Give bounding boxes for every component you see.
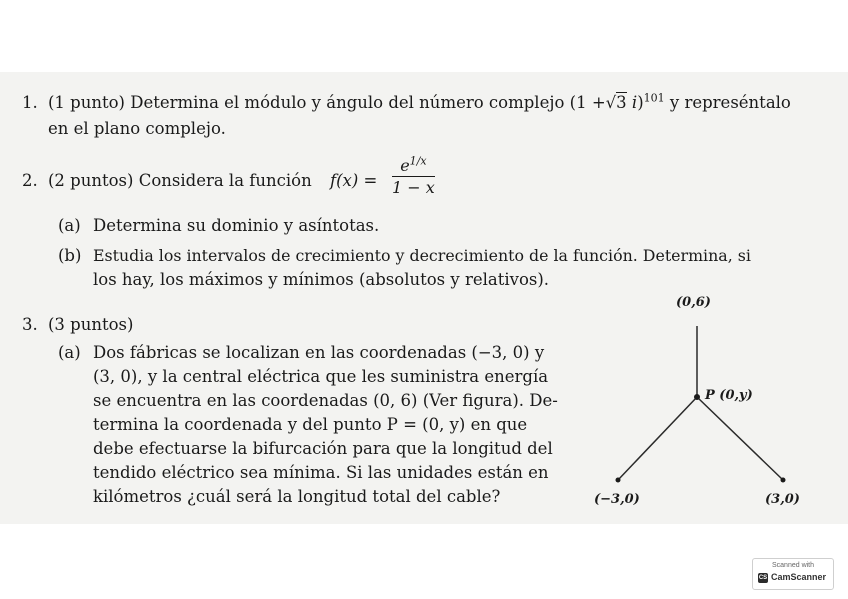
problem-3a-label: (a) (58, 343, 81, 362)
problem-1-line-2: en el plano complejo. (48, 119, 226, 138)
problem-3-number: 3. (22, 315, 38, 334)
fraction-denominator: 1 − x (392, 178, 435, 197)
figure-point-right (781, 478, 786, 483)
figure-right-branch (697, 397, 783, 480)
problem-2b-label: (b) (58, 246, 82, 265)
problem-2-number: 2. (22, 171, 38, 190)
camscanner-icon: CS (758, 575, 768, 581)
problem-3a-line-1: Dos fábricas se localizan en las coordenadas (−3, 0) y (93, 343, 545, 362)
problem-1-number: 1. (22, 93, 38, 112)
problem-3a-line-3: se encuentra en las coordenadas (0, 6) (Ver figura). De- (93, 391, 558, 410)
problem-2b-line-2: los hay, los máximos y mínimos (absolutos y relativos). (93, 270, 550, 289)
problem-3a-line-5: debe efectuarse la bifurcación para que la longitud del (93, 439, 553, 458)
figure-point-left (616, 478, 621, 483)
problem-2a-label: (a) (58, 216, 81, 235)
problem-1-expression: (1 +√3 i)$^{101}$ (569, 91, 665, 112)
figure-label-top: (0,6) (676, 295, 711, 310)
problem-1-text-a: (1 punto) Determina el módulo y ángulo del número complejo (48, 93, 565, 112)
figure-label-right: (3,0) (765, 492, 800, 507)
figure-label-p: P (0,y) (705, 388, 753, 403)
problem-3-text: (3 puntos) (48, 315, 134, 334)
problem-3a-line-6: tendido eléctrico sea mínima. Si las unidades están en (93, 463, 549, 482)
figure-left-branch (618, 397, 697, 480)
problem-3a-line-2: (3, 0), y la central eléctrica que les suministra energía (93, 367, 549, 386)
problem-3a-line-4: termina la coordenada y del punto P = (0, y) en que (93, 415, 528, 434)
problem-3a-line-7: kilómetros ¿cuál será la longitud total del cable? (93, 487, 501, 506)
fraction-numerator: $e^{1/x}$ (392, 156, 435, 177)
badge-brand: CamScanner (771, 572, 827, 582)
problem-2b-line-1: Estudia los intervalos de crecimiento y decrecimiento de la función. Determina, si (93, 246, 751, 265)
figure-point-p (694, 394, 700, 400)
problem-2-text: (2 puntos) Considera la función (48, 171, 312, 190)
problem-1-text-b: y represéntalo (669, 93, 791, 112)
problem-2-function: f(x) = (330, 171, 378, 190)
figure-label-left: (−3,0) (594, 492, 640, 507)
problem-2a-text: Determina su dominio y asíntotas. (93, 216, 380, 235)
camscanner-badge (752, 558, 834, 590)
badge-scanned-with: Scanned with (771, 562, 815, 569)
